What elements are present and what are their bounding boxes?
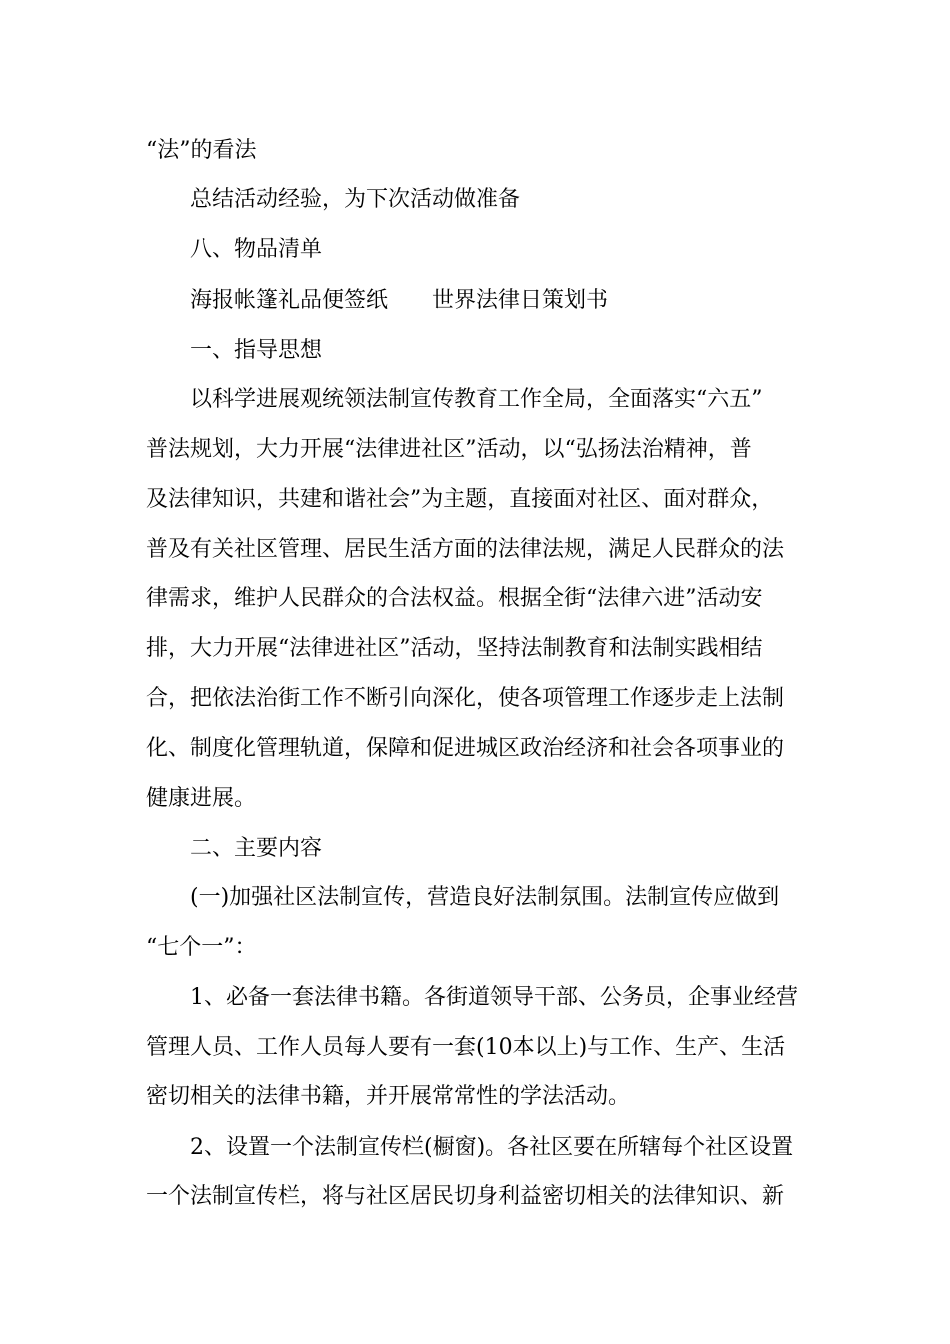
- text-line: 一个法制宣传栏，将与社区居民切身利益密切相关的法律知识、新: [146, 1184, 785, 1209]
- text-line: 1、必备一套法律书籍。各街道领导干部、公务员，企事业经营: [190, 985, 798, 1010]
- text-line: 以科学进展观统领法制宣传教育工作全局，全面落实“六五”: [190, 387, 763, 412]
- text-line: 普法规划，大力开展“法律进社区”活动，以“弘扬法治精神，普: [146, 437, 752, 462]
- text-line: (一)加强社区法制宣传，营造良好法制氛围。法制宣传应做到: [190, 885, 780, 910]
- section-heading: 二、主要内容: [190, 836, 323, 861]
- section-heading: 八、物品清单: [190, 237, 323, 262]
- text-line: 及法律知识，共建和谐社会”为主题，直接面对社区、面对群众，: [146, 487, 774, 512]
- text-line: “七个一”：: [146, 935, 257, 960]
- document-title: 世界法律日策划书: [432, 288, 609, 313]
- text-line: 排，大力开展“法律进社区”活动，坚持法制教育和法制实践相结: [146, 636, 763, 661]
- text-line: 化、制度化管理轨道，保障和促进城区政治经济和社会各项事业的: [146, 736, 785, 761]
- text-line: “法”的看法: [146, 138, 257, 163]
- text-line: 合，把依法治街工作不断引向深化，使各项管理工作逐步走上法制: [146, 686, 785, 711]
- text-line: 健康进展。: [146, 786, 257, 811]
- text-line: 总结活动经验，为下次活动做准备: [190, 187, 521, 212]
- section-heading: 一、指导思想: [190, 338, 323, 363]
- text-line: [190, 286, 850, 316]
- text-line: 管理人员、工作人员每人要有一套(10本以上)与工作、生产、生活: [146, 1035, 786, 1060]
- text-line: 普及有关社区管理、居民生活方面的法律法规，满足人民群众的法: [146, 537, 785, 562]
- text-line: 律需求，维护人民群众的合法权益。根据全街“法律六进”活动安: [146, 586, 763, 611]
- text-line: 密切相关的法律书籍，并开展常常性的学法活动。: [146, 1084, 631, 1109]
- text-line: 2、设置一个法制宣传栏(橱窗)。各社区要在所辖每个社区设置: [190, 1135, 794, 1160]
- item-list: 海报帐篷礼品便签纸: [190, 288, 389, 313]
